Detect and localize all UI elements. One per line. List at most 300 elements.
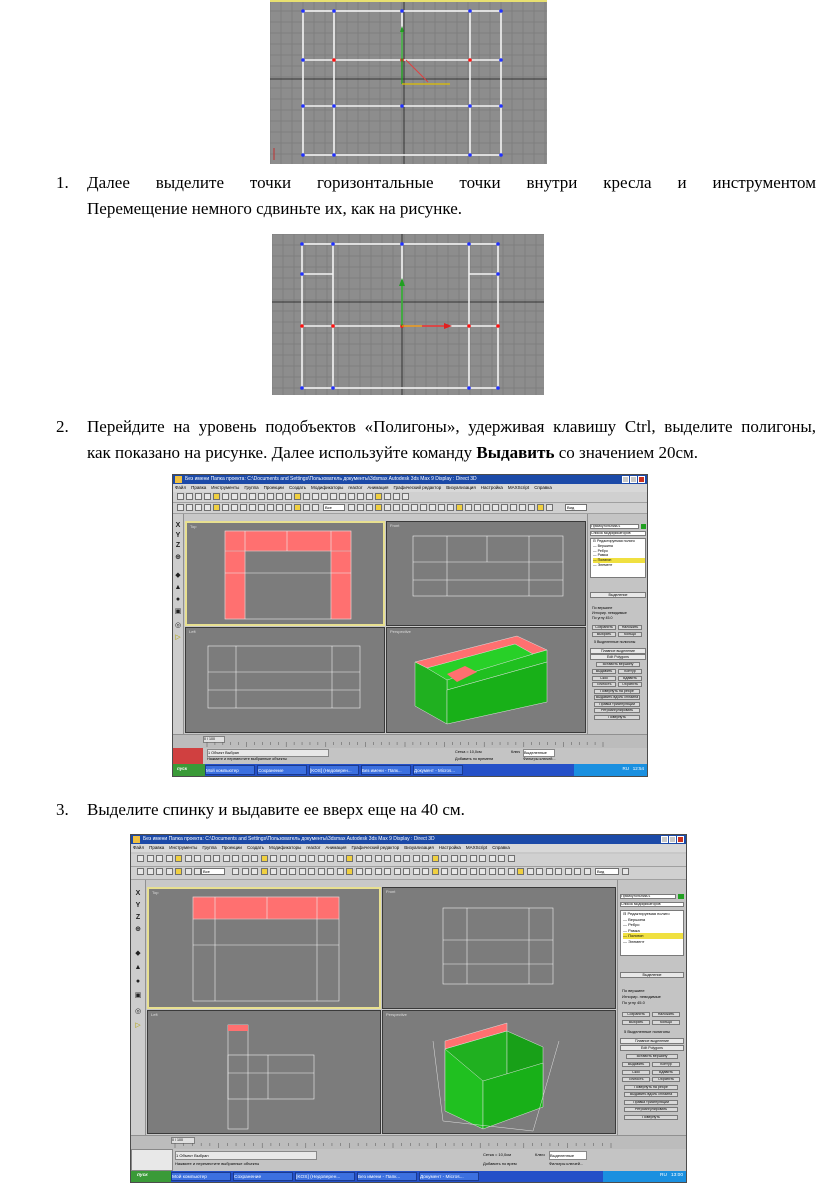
toolbar-button[interactable] — [384, 493, 391, 500]
toolbar-button[interactable] — [413, 868, 420, 875]
toolbar-button[interactable] — [280, 868, 287, 875]
toolbar-button[interactable] — [366, 504, 373, 511]
toolbar-button[interactable] — [622, 868, 629, 875]
secondary-toolbar[interactable] — [173, 503, 647, 514]
menu-item[interactable]: Файл — [133, 845, 145, 850]
toolbar-button[interactable] — [186, 504, 193, 511]
toolbar-button[interactable] — [312, 493, 319, 500]
edit-poly-op-button[interactable]: Выдавить — [592, 669, 616, 674]
toolbar-button[interactable] — [565, 868, 572, 875]
toolbar-button[interactable] — [356, 855, 363, 862]
toolbar-button[interactable] — [312, 504, 319, 511]
window-controls[interactable] — [622, 476, 645, 483]
edit-poly-op-button[interactable]: Вдавить — [618, 676, 642, 681]
toolbar-button[interactable] — [185, 855, 192, 862]
menu-item[interactable]: Группа — [244, 485, 259, 490]
toolbar-button[interactable] — [222, 493, 229, 500]
edit-poly-op-button[interactable]: Точность — [622, 1077, 650, 1082]
taskbar — [131, 1171, 686, 1182]
menu-item[interactable]: MAXScript — [465, 845, 488, 850]
toolbar-button[interactable] — [249, 504, 256, 511]
toolbar-button[interactable] — [489, 868, 496, 875]
front-view-drawing — [387, 522, 586, 626]
modifier-stack-item[interactable]: — Полигон — [593, 558, 645, 563]
toolbar-button[interactable] — [384, 504, 391, 511]
edit-poly-op-button[interactable]: Выдавить вдоль сплайна — [595, 695, 639, 699]
toolbar-button[interactable] — [365, 855, 372, 862]
start-button[interactable]: пуск — [131, 1171, 171, 1182]
toolbar-button[interactable] — [470, 868, 477, 875]
axis-z: Z — [135, 914, 141, 921]
menu-item[interactable]: Анимация — [367, 485, 389, 490]
menu-item[interactable]: Визуализация — [404, 845, 434, 850]
edit-poly-op-button[interactable]: Обратить — [618, 682, 642, 687]
status-bar: 1 Объект Выбран Нажмите и переместите выбранные объекты Сетка = 10,0см Добавить по времени Ключ Выделенные Фильтры ключей... — [173, 748, 647, 764]
edit-poly-op-button[interactable]: Повернуть — [594, 715, 640, 720]
toolbar-button[interactable] — [393, 493, 400, 500]
load-selection-button[interactable]: Наложить — [618, 625, 642, 630]
edit-poly-op-button[interactable]: Скос — [622, 1070, 650, 1075]
toolbar-button[interactable] — [308, 855, 315, 862]
edit-poly-op-button[interactable]: Повернуть на ребре — [594, 689, 640, 694]
toolbar-button[interactable] — [375, 504, 382, 511]
toolbar-button[interactable] — [261, 855, 268, 862]
system-tray: RU 12:54 — [574, 764, 647, 776]
toolbar-button[interactable] — [498, 868, 505, 875]
insert-vertex-button[interactable]: Вставить вершину — [596, 662, 640, 667]
toolbar-button[interactable] — [584, 868, 591, 875]
toolbar-button[interactable] — [166, 855, 173, 862]
toolbar-button[interactable] — [289, 855, 296, 862]
modifier-stack-item[interactable]: — Рамка — [623, 927, 640, 933]
menu-item[interactable]: Проекции — [263, 485, 284, 490]
toolbar-button[interactable] — [441, 855, 448, 862]
viewport-top[interactable]: Top — [147, 887, 381, 1009]
object-name-field[interactable]: Прямоугольник01 — [620, 894, 676, 899]
toolbar-button[interactable] — [270, 855, 277, 862]
view-dropdown[interactable]: Вид — [595, 868, 619, 875]
menu-item[interactable]: Справка — [534, 485, 552, 490]
toolbar-button[interactable] — [346, 855, 353, 862]
instruction-number: 3. — [56, 800, 69, 819]
toolbar-button[interactable] — [285, 493, 292, 500]
toolbar-button[interactable] — [231, 504, 238, 511]
menu-item[interactable]: Модификаторы — [269, 845, 302, 850]
menu-item[interactable]: Создать — [246, 845, 265, 850]
toolbar-button[interactable] — [195, 493, 202, 500]
toolbar-button[interactable] — [365, 868, 372, 875]
toolbar-button[interactable] — [519, 504, 526, 511]
viewport-grid-a — [270, 0, 547, 164]
toolbar-button[interactable] — [489, 855, 496, 862]
timeline-ruler — [173, 735, 647, 749]
toolbar-button[interactable] — [321, 493, 328, 500]
toolbar-button[interactable] — [447, 504, 454, 511]
edit-polygons-rollout[interactable]: Edit Polygons — [590, 654, 646, 660]
taskbar-item[interactable]: Документ - Micros... — [413, 765, 463, 775]
modifier-list[interactable]: Список модификаторов — [620, 902, 684, 907]
menu-item[interactable]: Проекции — [221, 845, 242, 850]
toolbar-button[interactable] — [242, 855, 249, 862]
view-dropdown[interactable]: Вид — [565, 504, 587, 511]
toolbar-button[interactable] — [498, 855, 505, 862]
viewport-front[interactable]: Front — [386, 521, 586, 626]
toolbar-button[interactable] — [356, 868, 363, 875]
toolbar-button[interactable] — [337, 868, 344, 875]
toolbar-button[interactable] — [222, 504, 229, 511]
edit-poly-op-button[interactable]: Правка триангуляции — [624, 1100, 678, 1105]
menu-item[interactable]: Инструменты — [211, 485, 240, 490]
menu-item[interactable]: Графический редактор — [393, 485, 442, 490]
modifier-stack-item[interactable]: ⊟ Редактируемая полиго — [623, 911, 670, 916]
toolbar-button[interactable] — [492, 504, 499, 511]
toolbar-button[interactable] — [375, 855, 382, 862]
toolbar-button[interactable] — [429, 504, 436, 511]
toolbar-button[interactable] — [204, 855, 211, 862]
toolbar-button[interactable] — [270, 868, 277, 875]
toolbar-button[interactable] — [330, 493, 337, 500]
edit-poly-op-button[interactable]: Скос — [592, 676, 616, 681]
axis-x: X — [135, 890, 141, 897]
toolbar-button[interactable] — [348, 504, 355, 511]
toolbar-button[interactable] — [276, 504, 283, 511]
menu-item[interactable]: Анимация — [325, 845, 347, 850]
toolbar-button[interactable] — [299, 868, 306, 875]
toolbar-button[interactable] — [294, 504, 301, 511]
toolbar-button[interactable] — [267, 493, 274, 500]
taskbar-item[interactable]: Без имени - Папк... — [357, 1172, 417, 1181]
edit-poly-op-button[interactable]: Повернуть — [624, 1115, 678, 1120]
toolbar-button[interactable] — [366, 493, 373, 500]
toolbar-button[interactable] — [303, 493, 310, 500]
axis-x: X — [175, 522, 181, 529]
toolbar-button[interactable] — [441, 868, 448, 875]
insert-vertex-button[interactable]: Вставить вершину — [626, 1054, 678, 1059]
modifier-stack[interactable] — [590, 538, 646, 578]
taskbar-item[interactable]: [KOS] (Недоверен... — [309, 765, 359, 775]
timeline[interactable]: 0 / 100 — [173, 734, 647, 749]
viewport-perspective[interactable]: Perspective — [382, 1010, 616, 1134]
toolbar-button[interactable] — [231, 493, 238, 500]
toolbar-button[interactable] — [276, 493, 283, 500]
toolbar-button[interactable] — [195, 504, 202, 511]
toolbar-button[interactable] — [294, 493, 301, 500]
taskbar-item[interactable]: Сохранение — [257, 765, 307, 775]
toolbar-button[interactable] — [261, 868, 268, 875]
toolbar-button[interactable] — [213, 855, 220, 862]
toolbar-button[interactable] — [357, 493, 364, 500]
selection-rollout[interactable]: Выделение — [620, 972, 684, 978]
maximize-icon — [669, 836, 676, 843]
save-selection-button[interactable]: Сохранить — [622, 1012, 650, 1017]
toolbar-button[interactable] — [137, 868, 144, 875]
toolbar-button[interactable] — [285, 504, 292, 511]
menu-item[interactable]: Визуализация — [446, 485, 476, 490]
toolbar-button[interactable] — [213, 504, 220, 511]
toolbar-button[interactable] — [258, 493, 265, 500]
toolbar-button[interactable] — [156, 855, 163, 862]
toolbar-button[interactable] — [546, 504, 553, 511]
edit-poly-op-button[interactable]: Правка триангуляции — [594, 702, 640, 707]
toolbar-button[interactable] — [451, 855, 458, 862]
modifier-stack-item[interactable]: — Элемент — [623, 938, 645, 944]
toolbar-button[interactable] — [177, 504, 184, 511]
menu-item[interactable]: reactor — [306, 845, 321, 850]
toolbar-button[interactable] — [289, 868, 296, 875]
modifier-stack-item[interactable]: — Ребро — [623, 922, 640, 928]
modifier-stack-item[interactable]: — Ребро — [593, 548, 608, 553]
toolbar-button[interactable] — [223, 855, 230, 862]
toolbar-button[interactable] — [280, 855, 287, 862]
toolbar-button[interactable] — [251, 855, 258, 862]
toolbar-button[interactable] — [147, 868, 154, 875]
modifier-list[interactable]: Список модификаторов — [590, 531, 646, 536]
edit-poly-op-button[interactable]: Вдавить — [652, 1070, 680, 1075]
toolbar-button[interactable] — [384, 868, 391, 875]
menu-item[interactable]: Модификаторы — [311, 485, 344, 490]
edit-poly-op-button[interactable]: Точность — [592, 682, 616, 687]
toolbar-button[interactable] — [175, 855, 182, 862]
grow-button[interactable]: Выбрать — [622, 1020, 650, 1025]
edit-polygons-rollout[interactable]: Edit Polygons — [620, 1045, 684, 1051]
selection-rollout[interactable]: Выделение — [590, 592, 646, 598]
toolbar-button[interactable] — [394, 868, 401, 875]
toolbar-button[interactable] — [517, 868, 524, 875]
menu-bar[interactable] — [131, 844, 686, 852]
perspective-view-drawing — [383, 1011, 616, 1134]
toolbar-button[interactable] — [240, 504, 247, 511]
edit-poly-op-button[interactable]: Ретриангулировать — [594, 708, 640, 713]
close-icon — [677, 836, 684, 843]
secondary-toolbar[interactable] — [131, 867, 686, 880]
toolbar-button[interactable] — [474, 504, 481, 511]
selection-filter[interactable]: Все — [323, 504, 345, 511]
taskbar-item[interactable]: Мой компьютер — [171, 1172, 231, 1181]
toolbar-button[interactable] — [501, 504, 508, 511]
soft-selection-rollout[interactable]: Плавное выделение — [590, 648, 646, 654]
toolbar-button[interactable] — [339, 493, 346, 500]
toolbar-button[interactable] — [528, 504, 535, 511]
taskbar-item[interactable]: Без имени - Папк... — [361, 765, 411, 775]
toolbar-button[interactable] — [546, 868, 553, 875]
menu-item[interactable]: Правка — [191, 485, 207, 490]
app-icon — [175, 476, 182, 483]
toolbar-button[interactable] — [432, 855, 439, 862]
edit-poly-op-button[interactable]: Контур — [618, 669, 642, 674]
modifier-stack-item[interactable]: — Вершина — [623, 916, 646, 922]
toolbar-button[interactable] — [375, 493, 382, 500]
edit-poly-op-button[interactable]: Ретриангулировать — [624, 1107, 678, 1112]
timeline[interactable]: 0 / 100 — [131, 1135, 686, 1150]
menu-item[interactable]: Графический редактор — [351, 845, 400, 850]
toolbar-button[interactable] — [348, 493, 355, 500]
object-name-field[interactable]: Прямоугольник01 — [590, 524, 639, 529]
app-icon — [133, 836, 140, 843]
toolbar-button[interactable] — [327, 868, 334, 875]
menu-item[interactable]: Справка — [492, 845, 510, 850]
viewport-top[interactable]: Top — [185, 521, 385, 626]
viewport-grid-b — [272, 234, 544, 395]
toolbar-button[interactable] — [258, 504, 265, 511]
modifier-stack-item[interactable]: — Элемент — [593, 562, 613, 567]
toolbar-button[interactable] — [137, 855, 144, 862]
toolbar-button[interactable] — [166, 868, 173, 875]
edit-poly-op-button[interactable]: Выдавить — [622, 1062, 650, 1067]
viewport-perspective[interactable]: Perspective — [386, 627, 586, 733]
soft-selection-rollout[interactable]: Плавное выделение — [620, 1038, 684, 1044]
save-selection-button[interactable]: Сохранить — [592, 625, 616, 630]
menu-bar[interactable] — [173, 484, 647, 492]
toolbar-button[interactable] — [536, 868, 543, 875]
ring-button[interactable]: Кольцо — [618, 632, 642, 637]
toolbar-button[interactable] — [413, 855, 420, 862]
modifier-stack-item[interactable]: ⊟ Редактируемая полиго — [593, 539, 635, 543]
start-button[interactable]: пуск — [173, 764, 205, 776]
menu-item[interactable]: Группа — [202, 845, 217, 850]
menu-item[interactable]: Создать — [288, 485, 307, 490]
toolbar-button[interactable] — [402, 504, 409, 511]
modifier-stack-item[interactable]: — Полигон — [623, 933, 683, 939]
toolbar-button[interactable] — [194, 868, 201, 875]
viewport-left[interactable]: Left — [185, 627, 385, 733]
toolbar-button[interactable] — [438, 504, 445, 511]
toolbar-button[interactable] — [299, 855, 306, 862]
toolbar-button[interactable] — [422, 868, 429, 875]
menu-item[interactable]: Файл — [175, 485, 187, 490]
maximize-icon — [630, 476, 637, 483]
toolbar-button[interactable] — [393, 504, 400, 511]
modifier-stack-item[interactable]: — Рамка — [593, 553, 608, 558]
toolbar-button[interactable] — [318, 868, 325, 875]
toolbar-button[interactable] — [470, 855, 477, 862]
toolbar-button[interactable] — [402, 493, 409, 500]
toolbar-button[interactable] — [574, 868, 581, 875]
toolbar-button[interactable] — [460, 855, 467, 862]
instruction-text-line: Выделите спинку и выдавите ее вверх еще на 40 см. — [87, 800, 465, 819]
toolbar-button[interactable] — [267, 504, 274, 511]
toolbar-button[interactable] — [537, 504, 544, 511]
toolbar-button[interactable] — [308, 868, 315, 875]
toolbar-button[interactable] — [420, 504, 427, 511]
toolbar-button[interactable] — [411, 504, 418, 511]
edit-poly-op-button[interactable]: Обратить — [652, 1077, 680, 1082]
toolbar-button[interactable] — [232, 868, 239, 875]
modifier-stack[interactable] — [620, 910, 684, 956]
main-toolbar[interactable] — [173, 492, 647, 503]
instruction-text-line: Перейдите на уровень подобъектов «Полигоны», удерживая клавишу Ctrl, выделите полигоны, — [87, 417, 816, 436]
toolbar-button[interactable] — [357, 504, 364, 511]
grow-button[interactable]: Выбрать — [592, 632, 616, 637]
menu-item[interactable]: MAXScript — [507, 485, 530, 490]
toolbar-button[interactable] — [194, 855, 201, 862]
toolbar-button[interactable] — [394, 855, 401, 862]
toolbar-button[interactable] — [432, 868, 439, 875]
toolbar-button[interactable] — [375, 868, 382, 875]
toolbar-button[interactable] — [186, 493, 193, 500]
taskbar — [173, 764, 647, 776]
load-selection-button[interactable]: Наложить — [652, 1012, 680, 1017]
toolbar-button[interactable] — [251, 868, 258, 875]
ring-button[interactable]: Кольцо — [652, 1020, 680, 1025]
toolbar-button[interactable] — [185, 868, 192, 875]
selection-filter[interactable]: Все — [201, 868, 225, 875]
toolbar-button[interactable] — [451, 868, 458, 875]
toolbar-button[interactable] — [346, 868, 353, 875]
viewport-left[interactable]: Left — [147, 1010, 381, 1134]
toolbar-button[interactable] — [384, 855, 391, 862]
toolbar-button[interactable] — [175, 868, 182, 875]
toolbar-button[interactable] — [337, 855, 344, 862]
instruction-number: 2. — [56, 417, 69, 436]
toolbar-button[interactable] — [456, 504, 463, 511]
window-controls[interactable] — [661, 836, 684, 843]
toolbar-button[interactable] — [156, 868, 163, 875]
toolbar-button[interactable] — [460, 868, 467, 875]
toolbar-button[interactable] — [483, 504, 490, 511]
taskbar-item[interactable]: Сохранение — [233, 1172, 293, 1181]
menu-item[interactable]: Настройка — [438, 845, 461, 850]
toolbar-button[interactable] — [555, 868, 562, 875]
toolbar-button[interactable] — [303, 504, 310, 511]
toolbar-button[interactable] — [318, 855, 325, 862]
toolbar-button[interactable] — [508, 855, 515, 862]
toolbar-button[interactable] — [508, 868, 515, 875]
menu-item[interactable]: Инструменты — [169, 845, 198, 850]
taskbar-item[interactable]: Мой компьютер — [205, 765, 255, 775]
edit-poly-op-button[interactable]: Выдавить вдоль сплайна — [624, 1092, 678, 1097]
window-title-bar: Без имени Папка проекта: C:\Documents and Settings\Пользователь документы\3dsmax Autodesk 3ds Max 9 Display : Direct 3D — [173, 475, 647, 484]
toolbar-button[interactable] — [479, 855, 486, 862]
menu-item[interactable]: Настройка — [480, 485, 503, 490]
edit-poly-op-button[interactable]: Контур — [652, 1062, 680, 1067]
modifier-stack-item[interactable]: — Вершина — [593, 543, 613, 548]
axis-constraints-bar[interactable]: X Y Z ⊕ ◆ ▲ ● ▣ ◎ ▷ — [173, 514, 184, 734]
axis-y: Y — [175, 532, 181, 539]
edit-poly-op-button[interactable]: Повернуть на ребре — [624, 1085, 678, 1090]
toolbar-button[interactable] — [403, 855, 410, 862]
toolbar-button[interactable] — [240, 493, 247, 500]
main-toolbar[interactable] — [131, 854, 686, 867]
toolbar-button[interactable] — [465, 504, 472, 511]
toolbar-button[interactable] — [232, 855, 239, 862]
toolbar-button[interactable] — [510, 504, 517, 511]
toolbar-button[interactable] — [327, 855, 334, 862]
toolbar-button[interactable] — [147, 855, 154, 862]
toolbar-button[interactable] — [242, 868, 249, 875]
axis-constraints-bar[interactable]: X Y Z ⊕ ◆ ▲ ● ▣ ◎ ▷ — [131, 880, 146, 1135]
toolbar-button[interactable] — [204, 493, 211, 500]
menu-item[interactable]: reactor — [348, 485, 363, 490]
menu-item[interactable]: Правка — [149, 845, 165, 850]
system-tray: RU 13:00 — [603, 1171, 686, 1182]
toolbar-button[interactable] — [204, 504, 211, 511]
instruction-text-line: Далее выделите точки горизонтальные точки внутри кресла и инструментом — [87, 173, 816, 192]
toolbar-button[interactable] — [403, 868, 410, 875]
toolbar-button[interactable] — [479, 868, 486, 875]
command-panel[interactable]: Прямоугольник01 Список модификаторов ⊟ Редактируемая полиго — Вершина — Ребро — Рамка — Полигон — Элемент Выделение По вершине Игнорир. невидимые По углу 45.0 Сохранить Наложить Выбрать Кольцо 5 Выделенные полигоны Плавное выделение Edit Polygons Вставить вершину Выдавить Контур Скос Вдавить Точность Обратить Повернуть на ребре Выдавить вдоль сплайна Правка триангуляции Ретриангулировать Повернуть — [587, 514, 648, 734]
command-panel[interactable]: Прямоугольник01 Список модификаторов ⊟ Редактируемая полиго — Вершина — Ребро — Рамка — Полигон — Элемент Выделение По вершине Игнорир. невидимые По углу 45.0 Сохранить Наложить Выбрать Кольцо 5 Выделенные полигоны Плавное выделение Edit Polygons Вставить вершину Выдавить Контур Скос Вдавить Точность Обратить Повернуть на ребре Выдавить вдоль сплайна Правка триангуляции Ретриангулировать Повернуть — [617, 880, 687, 1135]
viewport-figure-vertices-b — [272, 234, 544, 395]
taskbar-item[interactable]: [KOS] (Недоверен... — [295, 1172, 355, 1181]
viewport-front[interactable]: Front — [382, 887, 616, 1009]
toolbar-button[interactable] — [213, 493, 220, 500]
toolbar-button[interactable] — [249, 493, 256, 500]
taskbar-item[interactable]: Документ - Micros... — [419, 1172, 479, 1181]
toolbar-button[interactable] — [177, 493, 184, 500]
left-view-drawing — [148, 1011, 381, 1134]
toolbar-button[interactable] — [527, 868, 534, 875]
toolbar-button[interactable] — [422, 855, 429, 862]
